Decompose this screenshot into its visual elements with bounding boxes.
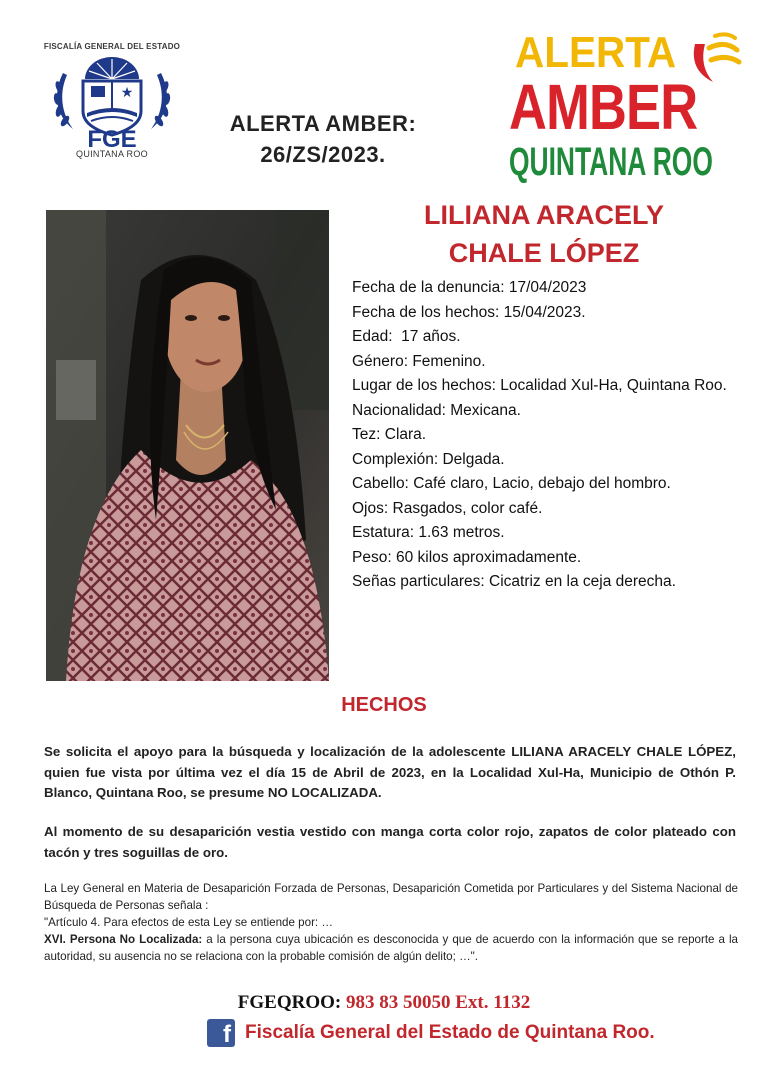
hechos-paragraph-2: Al momento de su desaparición vestia vestido con manga corta color rojo, zapatos de color plateado con tacón y tres soguillas de oro. [44, 824, 736, 860]
footer-phone-number[interactable]: 983 83 50050 Ext. 1132 [346, 992, 531, 1013]
detail-ojos: Ojos: Rasgados, color café. [352, 499, 543, 517]
alert-header [208, 108, 438, 170]
facebook-icon: f [207, 1019, 235, 1047]
detail-edad: Edad: 17 años. [352, 328, 461, 345]
svg-text:★: ★ [120, 85, 134, 101]
detail-lugar: Lugar de los hechos: Localidad Xul-Ha, Quintana Roo. [352, 377, 727, 394]
missing-person-name [350, 196, 738, 272]
footer-facebook-text: Fiscalía General del Estado de Quintana Roo. [245, 1022, 655, 1043]
detail-estatura: Estatura: 1.63 metros. [352, 524, 505, 541]
detail-fecha-denuncia: Fecha de la denuncia: 17/04/2023 [352, 279, 587, 296]
footer-phone [0, 992, 768, 1014]
detail-genero: Género: Femenino. [352, 352, 486, 370]
legal-article: "Artículo 4. Para efectos de esta Ley se entiende por: … [44, 916, 333, 929]
detail-fecha-hechos: Fecha de los hechos: 15/04/2023. [352, 303, 586, 321]
name-line2: CHALE LÓPEZ [448, 238, 640, 268]
amber-logo-amber: AMBER [509, 71, 698, 143]
footer-facebook[interactable] [207, 1018, 655, 1048]
legal-xvi [44, 931, 738, 965]
legal-xvi-text: a la persona cuya ubicación es desconocida y que de acuerdo con la información que se reporte a la autoridad, su ausencia no se relaciona con la probable comisión de algún delito; …". [44, 933, 738, 963]
fge-top-text: FISCALÍA GENERAL DEL ESTADO [43, 42, 181, 51]
hechos-paragraph-1: Se solicita el apoyo para la búsqueda y localización de la adolescente LILIANA ARACELY CHALE LÓPEZ, quien fue vista por última vez el día 15 de Abril de 2023, en la Localidad Xul-Ha, Municipio de Othón P. Blanco, Quintana Roo, se presume NO LOCALIZADA. [44, 744, 736, 800]
name-line1: LILIANA ARACELY [423, 200, 664, 230]
amber-logo-alerta: ALERTA [515, 28, 677, 77]
detail-peso: Peso: 60 kilos aproximadamente. [352, 548, 582, 566]
legal-text [44, 880, 738, 965]
missing-person-photo [46, 210, 329, 681]
fge-acronym: FGE [87, 126, 137, 149]
fge-bottom-text: QUINTANA ROO [76, 149, 148, 159]
detail-senas: Señas particulares: Cicatriz en la ceja derecha. [352, 573, 676, 590]
legal-xvi-label: XVI. Persona No Localizada: [44, 933, 203, 946]
detail-nacionalidad: Nacionalidad: Mexicana. [352, 401, 521, 419]
alert-folio: 26/ZS/2023. [260, 142, 386, 167]
footer-phone-label: FGEQROO: [237, 992, 342, 1013]
fge-emblem-icon [47, 53, 177, 149]
alerta-amber-logo [505, 28, 745, 188]
detail-tez: Tez: Clara. [352, 426, 427, 443]
amber-logo-quintana-roo: QUINTANA ROO [509, 140, 713, 184]
details-list [352, 276, 738, 595]
detail-complexion: Complexión: Delgada. [352, 450, 505, 468]
alert-header-line1: ALERTA AMBER: [229, 111, 417, 136]
hechos-heading: HECHOS [341, 694, 427, 716]
legal-intro: La Ley General en Materia de Desaparición Forzada de Personas, Desaparición Cometida por Particulares y del Sistema Nacional de Búsqueda de Personas señala : [44, 882, 738, 912]
fge-logo [42, 42, 182, 194]
detail-cabello: Cabello: Café claro, Lacio, debajo del hombro. [352, 475, 671, 492]
